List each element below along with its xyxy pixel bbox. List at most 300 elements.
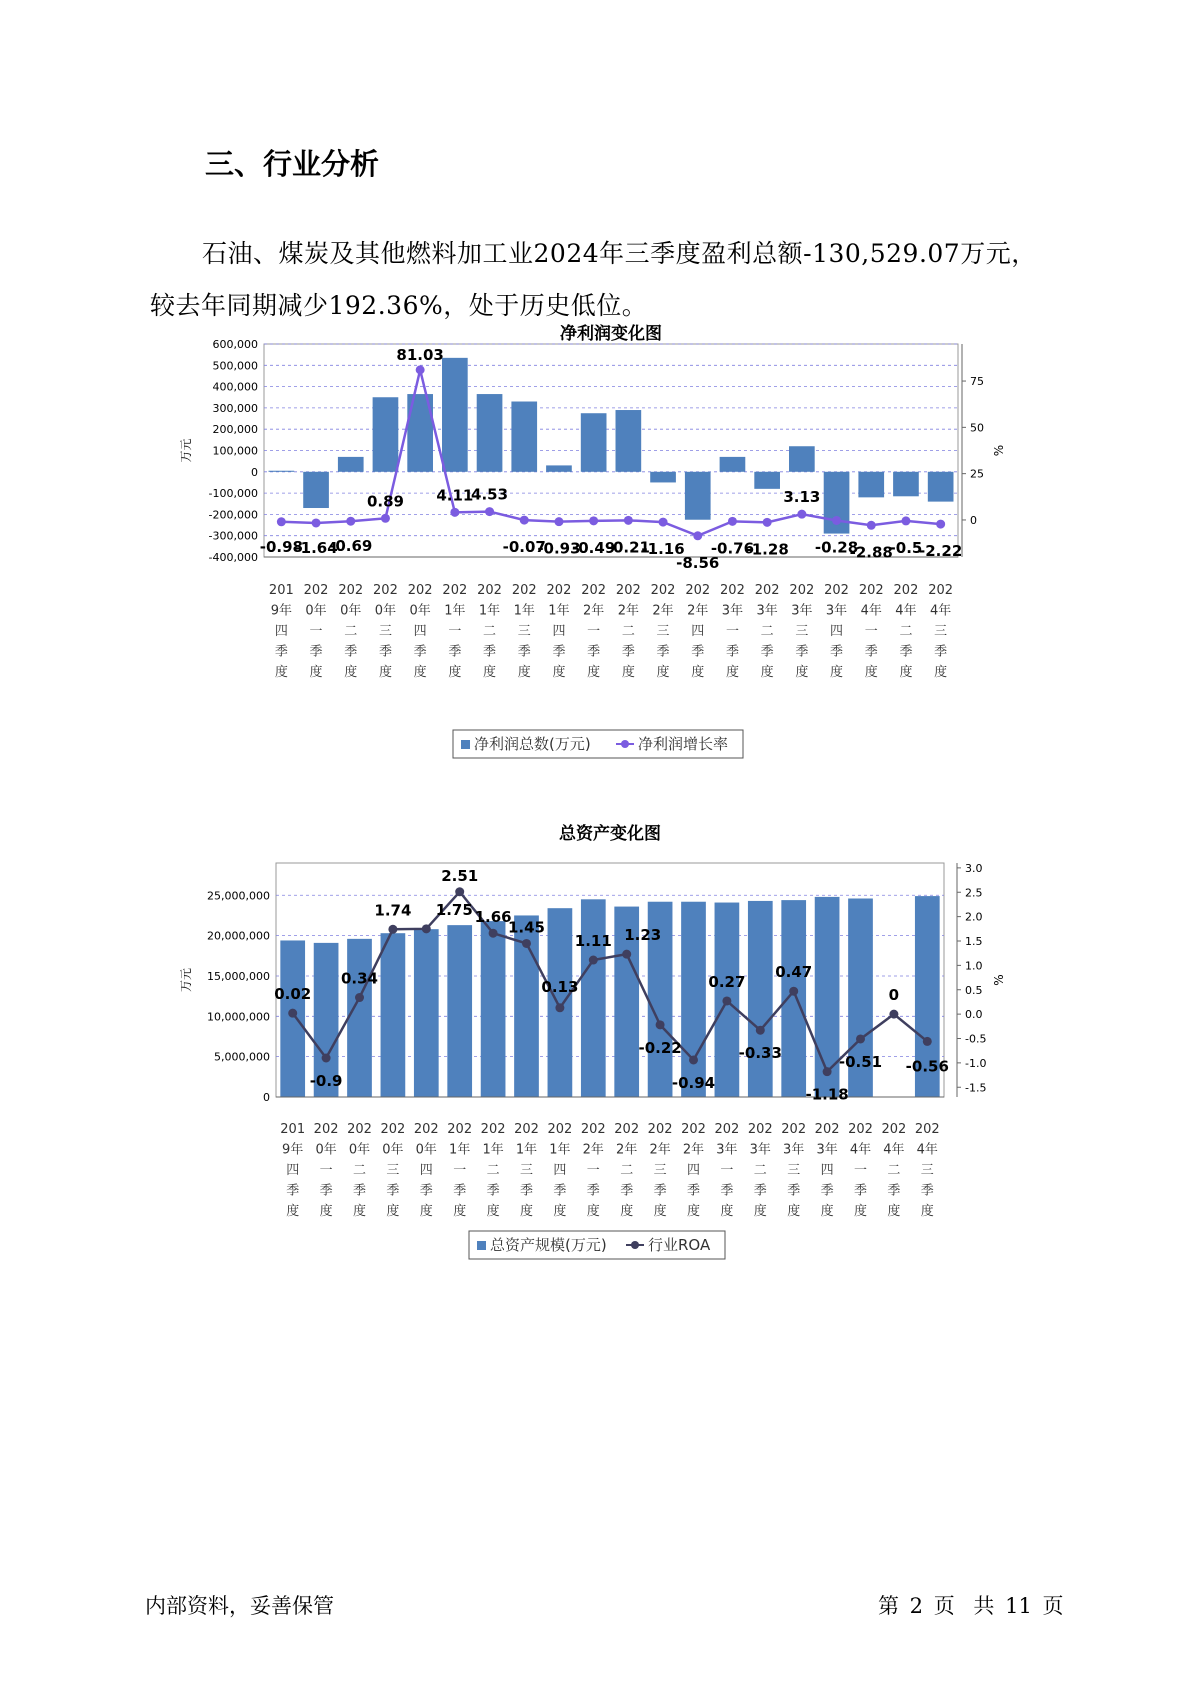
- x-tick-label: [894, 583, 919, 680]
- x-tick-label-line: 季: [448, 644, 462, 660]
- x-tick-label: [581, 1122, 606, 1219]
- x-tick-label-line: 四: [820, 1163, 834, 1178]
- y2-tick-label: 1.5: [965, 935, 983, 948]
- y-tick-label: -400,000: [208, 551, 258, 564]
- data-label: -1.16: [641, 540, 685, 559]
- y2-axis-label: %: [992, 444, 1006, 457]
- bar: [442, 358, 468, 472]
- y-tick-label: 300,000: [212, 401, 258, 415]
- y2-tick-label: 0: [970, 513, 977, 527]
- data-label: 0.34: [340, 969, 379, 988]
- x-tick-label-line: 0年: [305, 603, 327, 619]
- x-tick-label-line: 3年: [825, 603, 848, 619]
- x-tick-label-line: 季: [344, 644, 358, 660]
- x-tick-label-line: 一: [587, 624, 601, 639]
- x-tick-label-line: 季: [486, 1183, 500, 1199]
- x-tick-label-line: 季: [656, 644, 670, 660]
- data-label: -0.33: [738, 1044, 782, 1063]
- x-tick-label-line: 202: [581, 583, 607, 598]
- x-tick-label-line: 4年: [860, 603, 882, 619]
- x-tick-label-line: 度: [352, 1204, 367, 1219]
- x-tick-label-line: 度: [586, 1204, 600, 1219]
- x-tick-label-line: 202: [754, 583, 780, 598]
- x-tick-label-line: 季: [887, 1183, 901, 1199]
- x-tick-label-line: 1年: [548, 603, 570, 619]
- data-label: -0.5: [889, 538, 923, 557]
- bar: [681, 902, 706, 1097]
- x-tick-label-line: 二: [753, 1163, 767, 1178]
- bar: [685, 472, 711, 520]
- x-tick-label-line: 三: [934, 624, 948, 639]
- x-tick-label-line: 202: [789, 583, 815, 598]
- x-tick-label-line: 度: [419, 1204, 433, 1219]
- x-tick-label-line: 度: [686, 1204, 701, 1219]
- x-tick-label-line: 202: [477, 583, 502, 598]
- x-tick-label-line: 202: [814, 1122, 840, 1137]
- x-tick-label-line: 0年: [374, 603, 397, 619]
- x-tick-label-line: 季: [686, 1183, 701, 1199]
- x-tick-label-line: 季: [753, 1183, 767, 1199]
- data-label: -0.49: [572, 538, 616, 557]
- line-point: [450, 508, 459, 517]
- bar: [928, 472, 954, 502]
- line-point: [355, 993, 364, 1002]
- x-tick-label-line: 四: [286, 1163, 300, 1178]
- x-tick-label-line: 度: [486, 1204, 500, 1219]
- x-tick-label-line: 3年: [749, 1142, 771, 1158]
- bar: [280, 940, 305, 1097]
- x-tick-label-line: 四: [413, 624, 427, 639]
- data-label: -2.88: [849, 543, 893, 562]
- line-point: [288, 1009, 297, 1018]
- line-point: [522, 939, 531, 948]
- line-point: [416, 365, 425, 374]
- x-tick-label-line: 季: [621, 644, 635, 660]
- x-tick-label-line: 度: [519, 1204, 534, 1219]
- data-label: 1.66: [474, 908, 512, 927]
- x-tick-label-line: 一: [309, 624, 323, 639]
- x-tick-label-line: 2年: [616, 1142, 638, 1158]
- x-tick-label-line: 季: [419, 1183, 433, 1199]
- data-label: -0.69: [329, 537, 373, 556]
- x-tick-label: [414, 1122, 439, 1219]
- x-tick-label-line: 季: [720, 1183, 734, 1199]
- bar: [581, 899, 606, 1097]
- x-tick-label-line: 四: [419, 1163, 433, 1178]
- x-tick-label-line: 季: [552, 644, 566, 660]
- x-tick-label-line: 度: [286, 1204, 300, 1219]
- x-tick-label-line: 度: [483, 665, 497, 680]
- x-tick-label-line: 202: [681, 1122, 706, 1137]
- x-tick-label: [755, 583, 780, 680]
- x-tick-label: [447, 1122, 472, 1219]
- x-tick-label-line: 202: [747, 1122, 773, 1137]
- x-tick-label-line: 一: [453, 1163, 467, 1178]
- x-tick-label-line: 3年: [816, 1142, 838, 1158]
- data-label: 0.47: [775, 963, 813, 982]
- x-tick-label-line: 度: [887, 1204, 901, 1219]
- bar: [347, 939, 372, 1097]
- x-tick-label-line: 季: [830, 644, 844, 660]
- x-tick-label-line: 202: [615, 583, 641, 598]
- x-tick-label-line: 四: [274, 624, 288, 639]
- line-point: [485, 507, 494, 516]
- legend: [453, 730, 743, 758]
- x-tick-label-line: 季: [820, 1183, 834, 1199]
- y-tick-label: -200,000: [208, 508, 258, 522]
- y-tick-label: 0: [263, 1091, 270, 1104]
- line-point: [455, 887, 464, 896]
- bar: [893, 472, 919, 496]
- y-tick-label: 15,000,000: [207, 969, 270, 983]
- line-point: [689, 1055, 698, 1064]
- line-point: [589, 956, 598, 965]
- x-tick-label-line: 四: [552, 624, 566, 639]
- x-tick-label-line: 202: [313, 1122, 339, 1137]
- legend-line-label: 净利润增长率: [638, 735, 729, 753]
- data-label: -0.21: [606, 538, 650, 557]
- bar: [548, 908, 573, 1097]
- x-tick-label-line: 度: [853, 1204, 868, 1219]
- x-tick-label-line: 1年: [444, 603, 466, 619]
- y2-tick-label: 0.5: [965, 983, 983, 997]
- y2-tick-label: 75: [970, 375, 984, 389]
- x-tick-label-line: 二: [486, 1163, 500, 1178]
- data-label: -0.9: [309, 1072, 343, 1090]
- x-tick-label-line: 一: [448, 624, 462, 639]
- x-tick-label: [714, 1122, 739, 1219]
- y-axis-label: 万元: [179, 967, 193, 993]
- line-point: [589, 516, 598, 525]
- x-tick-label-line: 三: [519, 1163, 534, 1178]
- line-point: [728, 517, 737, 526]
- x-tick-label-line: 2年: [682, 1142, 705, 1158]
- x-tick-label-line: 202: [338, 583, 364, 598]
- line-point: [388, 925, 397, 934]
- x-tick-label-line: 季: [413, 644, 427, 660]
- x-tick-label-line: 0年: [348, 1142, 371, 1158]
- line-point: [622, 950, 631, 959]
- x-tick-label-line: 二: [760, 624, 774, 639]
- x-tick-label-line: 季: [319, 1183, 333, 1199]
- line-point: [867, 521, 876, 530]
- x-tick-label: [512, 583, 537, 680]
- x-tick-label-line: 二: [483, 624, 497, 639]
- bar: [650, 472, 676, 483]
- line-point: [832, 516, 841, 525]
- x-tick-label-line: 四: [686, 1163, 701, 1178]
- x-tick-label-line: 季: [274, 644, 288, 660]
- x-tick-label-line: 度: [725, 665, 739, 680]
- x-tick-label-line: 202: [442, 583, 468, 598]
- data-label: 3.13: [783, 488, 821, 507]
- x-tick-label-line: 二: [899, 624, 913, 639]
- x-tick-label-line: 202: [546, 583, 572, 598]
- y2-tick-label: 0.0: [965, 1008, 983, 1022]
- y-tick-label: 0: [251, 465, 258, 479]
- data-label: 81.03: [396, 345, 444, 364]
- x-tick-label-line: 季: [586, 1183, 600, 1199]
- y-tick-label: 100,000: [212, 444, 258, 458]
- x-tick-label-line: 度: [830, 665, 844, 680]
- x-tick-label: [824, 583, 849, 680]
- x-tick-label-line: 度: [587, 665, 601, 680]
- x-tick-label-line: 季: [899, 644, 913, 660]
- x-tick-label-line: 202: [858, 583, 884, 598]
- line-point: [277, 517, 286, 526]
- data-label: -1.28: [745, 540, 789, 559]
- data-label: 2.51: [441, 866, 479, 885]
- x-tick-label-line: 季: [386, 1183, 400, 1199]
- x-tick-label-line: 202: [380, 1122, 406, 1137]
- chart-title: 总资产变化图: [559, 824, 661, 844]
- x-tick-label-line: 度: [795, 665, 809, 680]
- x-tick-label-line: 季: [920, 1183, 934, 1199]
- x-tick-label-line: 二: [344, 624, 358, 639]
- bar: [546, 465, 572, 471]
- x-tick-label-line: 二: [621, 624, 635, 639]
- line-point: [722, 996, 731, 1005]
- x-tick-label-line: 0年: [415, 1142, 437, 1158]
- x-tick-label-line: 一: [864, 624, 878, 639]
- x-tick-label-line: 三: [656, 624, 670, 639]
- data-label: 0: [888, 986, 900, 1005]
- x-tick-label: [347, 1122, 372, 1219]
- data-label: 0.89: [366, 492, 404, 511]
- x-tick-label: [859, 583, 884, 680]
- line-point: [322, 1054, 331, 1063]
- x-tick-label-line: 202: [614, 1122, 640, 1137]
- y2-tick-label: -0.5: [965, 1032, 987, 1046]
- x-tick-label: [477, 583, 502, 680]
- x-tick-label-line: 202: [650, 583, 676, 598]
- x-tick-label: [514, 1122, 539, 1219]
- x-tick-label-line: 度: [319, 1204, 333, 1219]
- x-tick-label: [915, 1122, 940, 1219]
- x-tick-label-line: 三: [795, 624, 809, 639]
- line-point: [555, 1003, 564, 1012]
- x-tick-label-line: 三: [653, 1163, 667, 1178]
- x-tick-label-line: 季: [725, 644, 739, 660]
- legend-bar-swatch: [477, 1241, 486, 1250]
- line-point: [693, 531, 702, 540]
- bar: [269, 471, 295, 472]
- x-tick-label-line: 202: [848, 1122, 873, 1137]
- x-tick-label-line: 四: [691, 624, 705, 639]
- x-tick-label: [789, 583, 814, 680]
- data-label: 0.13: [541, 977, 579, 996]
- x-tick-label-line: 4年: [930, 603, 952, 619]
- x-tick-label-line: 2年: [582, 1142, 604, 1158]
- x-tick-label-line: 202: [447, 1122, 473, 1137]
- x-tick-label-line: 季: [553, 1183, 567, 1199]
- x-tick-label-line: 2年: [652, 603, 674, 619]
- x-tick-label-line: 一: [586, 1163, 600, 1178]
- line-point: [797, 510, 806, 519]
- line-point: [624, 516, 633, 525]
- x-tick-label-line: 度: [753, 1204, 767, 1219]
- x-tick-label-line: 202: [685, 583, 711, 598]
- legend-bar-label: 总资产规模(万元): [490, 1236, 607, 1254]
- x-tick-label-line: 2年: [617, 603, 639, 619]
- bar: [381, 933, 406, 1097]
- x-tick-label: [314, 1122, 339, 1219]
- line-point: [889, 1010, 898, 1019]
- y-tick-label: 400,000: [212, 380, 258, 394]
- line-point: [422, 924, 431, 933]
- x-tick-label-line: 度: [552, 665, 566, 680]
- x-tick-label-line: 3年: [721, 603, 744, 619]
- data-label: -8.56: [676, 553, 720, 572]
- legend-line-label: 行业ROA: [648, 1236, 711, 1254]
- x-tick-label-line: 202: [373, 583, 398, 598]
- x-tick-label-line: 202: [720, 583, 745, 598]
- x-tick-label-line: 3年: [716, 1142, 738, 1158]
- legend-line-marker: [631, 1241, 639, 1249]
- y2-tick-label: 25: [970, 467, 984, 481]
- x-tick-label: [547, 1122, 572, 1219]
- x-tick-label-line: 度: [760, 665, 774, 680]
- data-label: -0.28: [814, 538, 859, 557]
- y-tick-label: 500,000: [212, 359, 258, 373]
- x-tick-label-line: 季: [587, 644, 601, 660]
- x-tick-label-line: 度: [653, 1204, 667, 1219]
- x-tick-label-line: 度: [864, 665, 878, 680]
- x-tick-label: [815, 1122, 840, 1219]
- x-tick-label-line: 4年: [883, 1142, 905, 1158]
- x-tick-label-line: 202: [781, 1122, 807, 1137]
- x-tick-label-line: 三: [920, 1163, 934, 1178]
- bar: [373, 397, 399, 472]
- x-tick-label-line: 1年: [515, 1142, 538, 1158]
- bar: [815, 897, 840, 1097]
- x-tick-label-line: 季: [787, 1183, 801, 1199]
- x-tick-label-line: 度: [820, 1204, 834, 1219]
- x-tick-label-line: 1年: [513, 603, 535, 619]
- x-tick-label-line: 度: [620, 1204, 634, 1219]
- y-tick-label: 200,000: [212, 423, 258, 437]
- data-label: 1.45: [507, 918, 546, 937]
- x-tick-label-line: 202: [514, 1122, 539, 1137]
- x-tick-label-line: 一: [725, 624, 739, 639]
- y2-tick-label: 2.5: [965, 886, 983, 900]
- x-tick-label-line: 季: [309, 644, 323, 660]
- footer-confidential: 内部资料，妥善保管: [145, 1594, 334, 1618]
- x-tick-label-line: 四: [553, 1163, 567, 1178]
- y2-tick-label: -1.5: [965, 1081, 987, 1095]
- x-tick-label-line: 202: [407, 583, 433, 598]
- x-tick-label-line: 202: [824, 583, 849, 598]
- chart-title: 净利润变化图: [560, 324, 662, 344]
- bar: [748, 901, 773, 1097]
- bar: [481, 921, 506, 1097]
- x-tick-label: [651, 583, 676, 680]
- y2-tick-label: 3.0: [965, 861, 983, 875]
- x-tick-label-line: 度: [344, 665, 358, 680]
- x-tick-label-line: 季: [760, 644, 774, 660]
- y-axis-label: 万元: [179, 438, 193, 463]
- x-tick-label-line: 季: [483, 644, 497, 660]
- x-tick-label-line: 2年: [649, 1142, 671, 1158]
- x-tick-label: [380, 1122, 405, 1219]
- x-tick-label-line: 201: [268, 583, 294, 598]
- x-tick-label-line: 季: [620, 1183, 634, 1199]
- x-tick-label-line: 季: [286, 1183, 300, 1199]
- x-tick-label-line: 度: [899, 665, 913, 680]
- bar: [414, 929, 439, 1097]
- y2-tick-label: -1.0: [965, 1056, 987, 1070]
- x-tick-label-line: 0年: [409, 603, 431, 619]
- x-tick-label-line: 季: [519, 1183, 534, 1199]
- x-tick-label-line: 0年: [340, 603, 362, 619]
- x-tick-label: [616, 583, 641, 680]
- x-tick-label-line: 三: [386, 1163, 400, 1178]
- page-total: 共 11 页: [973, 1594, 1064, 1618]
- x-tick-label-line: 202: [580, 1122, 606, 1137]
- line-point: [789, 987, 798, 996]
- bar: [511, 402, 537, 472]
- x-tick-label-line: 季: [795, 644, 809, 660]
- legend-line-marker: [621, 740, 629, 748]
- x-tick-label-line: 度: [621, 665, 635, 680]
- line-point: [656, 1020, 665, 1029]
- x-tick-label-line: 二: [620, 1163, 634, 1178]
- y2-tick-label: 2.0: [965, 910, 983, 924]
- x-tick-label-line: 季: [352, 1183, 367, 1199]
- x-tick-label-line: 1年: [478, 603, 501, 619]
- data-label: -0.94: [671, 1073, 716, 1092]
- line-point: [763, 518, 772, 527]
- y2-axis-label: %: [992, 974, 1006, 986]
- x-tick-label-line: 度: [453, 1204, 467, 1219]
- x-tick-label: [280, 1122, 305, 1219]
- x-tick-label: [581, 583, 606, 680]
- x-tick-label-line: 9年: [282, 1142, 304, 1158]
- y-tick-label: 10,000,000: [207, 1010, 270, 1024]
- x-tick-label-line: 季: [517, 644, 531, 660]
- x-tick-label-line: 3年: [756, 603, 778, 619]
- bar: [581, 413, 607, 472]
- data-label: 1.11: [574, 932, 612, 951]
- summary-paragraph: 石油、煤炭及其他燃料加工业2024年三季度盈利总额-130,529.07万元，较去年同期减少192.36%，处于历史低位。: [150, 239, 1037, 320]
- y-tick-label: 20,000,000: [207, 929, 270, 943]
- x-tick-label: [408, 583, 433, 680]
- line-point: [554, 517, 563, 526]
- data-label: -1.18: [805, 1085, 849, 1104]
- y-tick-label: -300,000: [208, 529, 258, 543]
- x-tick-label: [685, 583, 710, 680]
- y2-tick-label: 1.0: [965, 959, 983, 973]
- x-tick-label-line: 四: [830, 624, 844, 639]
- line-point: [659, 518, 668, 527]
- line-point: [756, 1026, 765, 1035]
- x-tick-label-line: 三: [787, 1163, 801, 1178]
- x-tick-label-line: 季: [653, 1183, 667, 1199]
- x-tick-label-line: 9年: [270, 603, 292, 619]
- line-point: [312, 518, 321, 527]
- x-tick-label-line: 度: [309, 665, 323, 680]
- x-tick-label-line: 202: [303, 583, 329, 598]
- bar: [447, 925, 472, 1097]
- line-point: [856, 1034, 865, 1043]
- x-tick-label-line: 2年: [687, 603, 709, 619]
- x-tick-label-line: 季: [453, 1183, 467, 1199]
- x-tick-label-line: 3年: [783, 1142, 805, 1158]
- x-tick-label-line: 202: [928, 583, 954, 598]
- data-label: 1.75: [435, 900, 473, 919]
- x-tick-label-line: 202: [480, 1122, 506, 1137]
- x-tick-label: [442, 583, 467, 680]
